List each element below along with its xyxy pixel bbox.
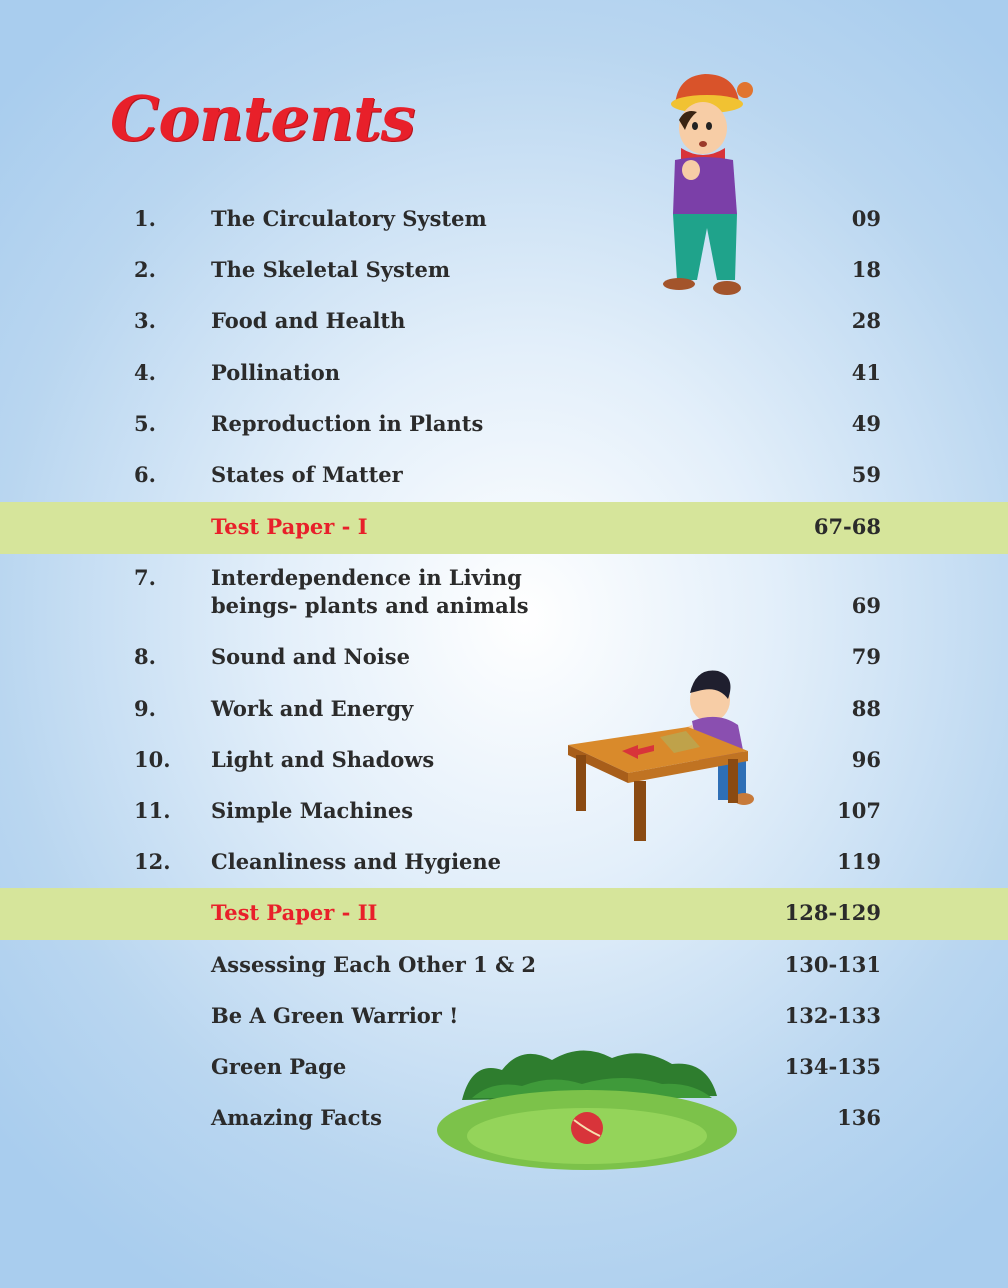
chapter-number: 11. xyxy=(134,798,171,823)
test-paper-title: Test Paper - II xyxy=(211,900,378,925)
section-title: Be A Green Warrior ! xyxy=(211,1003,459,1028)
page-number: 134-135 xyxy=(784,1054,881,1079)
section-title: Amazing Facts xyxy=(211,1105,382,1130)
page-number: 67-68 xyxy=(813,514,881,539)
chapter-number: 1. xyxy=(134,206,156,231)
chapter-title: Simple Machines xyxy=(211,798,414,823)
page-number: 69 xyxy=(851,593,881,618)
chapter-title: Cleanliness and Hygiene xyxy=(211,849,502,874)
page-number: 09 xyxy=(851,206,881,231)
chapter-title: Interdependence in Living xyxy=(211,565,522,590)
page-number: 88 xyxy=(851,696,881,721)
chapter-title: Light and Shadows xyxy=(211,747,435,772)
page-number: 128-129 xyxy=(784,900,881,925)
grass-with-cricket-ball-illustration xyxy=(432,1040,737,1175)
chapter-number: 5. xyxy=(134,411,156,436)
chapter-title: Food and Health xyxy=(211,308,406,333)
chapter-number: 12. xyxy=(134,849,171,874)
boy-in-winter-clothes-illustration xyxy=(645,68,760,304)
page-number: 59 xyxy=(851,462,881,487)
page-number: 18 xyxy=(851,257,881,282)
chapter-title-line-2: beings- plants and animals xyxy=(211,593,529,618)
page-number: 28 xyxy=(851,308,881,333)
chapter-title: Pollination xyxy=(211,360,340,385)
page-title: Contents xyxy=(110,82,415,155)
section-title: Assessing Each Other 1 & 2 xyxy=(211,952,536,977)
chapter-number: 3. xyxy=(134,308,156,333)
chapter-title: States of Matter xyxy=(211,462,403,487)
page-number: 107 xyxy=(837,798,881,823)
chapter-number: 6. xyxy=(134,462,156,487)
page-number: 79 xyxy=(851,644,881,669)
chapter-title: Reproduction in Plants xyxy=(211,411,484,436)
chapter-title: Sound and Noise xyxy=(211,644,410,669)
boy-pushing-book-illustration xyxy=(568,655,758,845)
chapter-title: The Circulatory System xyxy=(211,206,487,231)
page-number: 130-131 xyxy=(784,952,881,977)
chapter-number: 8. xyxy=(134,644,156,669)
chapter-title: The Skeletal System xyxy=(211,257,451,282)
chapter-number: 4. xyxy=(134,360,156,385)
chapter-number: 10. xyxy=(134,747,171,772)
page-number: 136 xyxy=(837,1105,881,1130)
chapter-number: 9. xyxy=(134,696,156,721)
chapter-number: 2. xyxy=(134,257,156,282)
test-paper-title: Test Paper - I xyxy=(211,514,368,539)
chapter-number: 7. xyxy=(134,565,156,590)
section-title: Green Page xyxy=(211,1054,347,1079)
page-number: 119 xyxy=(837,849,881,874)
page-number: 96 xyxy=(851,747,881,772)
page-number: 132-133 xyxy=(784,1003,881,1028)
chapter-title: Work and Energy xyxy=(211,696,414,721)
page-number: 49 xyxy=(851,411,881,436)
page-number: 41 xyxy=(851,360,881,385)
